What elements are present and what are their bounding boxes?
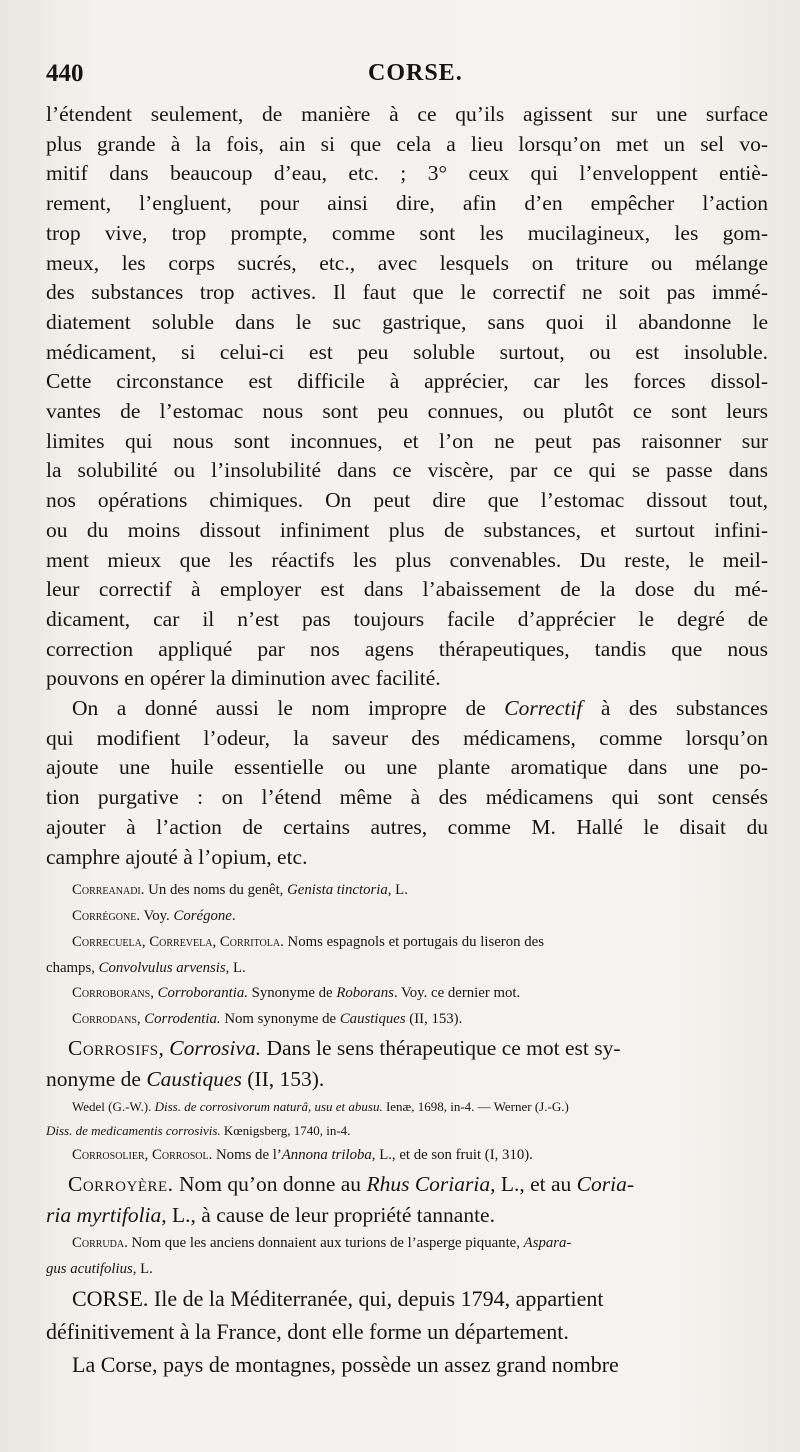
dictionary-entries (46, 878, 768, 1381)
text-line: l’étendent seulement, de manière à ce qu’ils agissent sur une surface (46, 102, 768, 126)
text-line: plus grande à la fois, ain si que cela a lieu lorsqu’on met un sel vo- (46, 131, 768, 156)
corse-headword: CORSE. (72, 1286, 149, 1312)
page-body (46, 100, 768, 1381)
entry-corrosifs: Corrosifs, Corrosiva. Dans le sens thérapeutique ce mot est sy- nonyme de Caustiques (II, 153). Wedel (G.-W.). Diss. de corrosivorum naturâ, usu et abusu. Ienæ, 1698, in-4. — Werner (J.-G.) Diss. de medicamentis corrosivis. Kœnigsberg, 1740, in-4. (46, 1033, 768, 1143)
text-line: nos opérations chimiques. On peut dire que l’estomac dissout tout, (46, 488, 768, 513)
text-line: ajouter à l’action de certains autres, comme M. Hallé le disait du (46, 814, 768, 839)
text-line: diatement soluble dans le suc gastrique, sans quoi il abandonne le (46, 309, 768, 334)
text-line: meux, les corps sucrés, etc., avec lesquels on triture ou mélange (46, 250, 768, 275)
entry-corruda: Corruda. Nom que les anciens donnaient aux turions de l’asperge piquante, Aspara- gus acutifolius, L. (46, 1234, 572, 1277)
text-line: pouvons en opérer la diminution avec facilité. (46, 666, 441, 691)
text-line: limites qui nous sont inconnues, et l’on ne peut pas raisonner sur (46, 428, 768, 453)
entry-corroborans: Corroborans, Corroborantia. Synonyme de Roborans. Voy. ce dernier mot. (72, 985, 521, 1002)
text-line: la solubilité ou l’insolubilité dans ce viscère, par ce qui se passe dans (46, 458, 768, 483)
entry-correanadi: Correanadi. Un des noms du genêt, Genista tinctoria, L. (72, 882, 408, 899)
bibliography-line: Diss. de medicamentis corrosivis. Kœnigsberg, 1740, in-4. (46, 1123, 351, 1139)
entry-correcuela: Correcuela, Correvela, Corritola. Noms espagnols et portugais du liseron des champs, Convolvulus arvensis, L. (46, 933, 544, 976)
text-line: trop vive, trop prompte, comme sont les mucilagineux, les gom- (46, 220, 768, 245)
text-line: ou du moins dissout infiniment plus de substances, et surtout infini- (46, 517, 768, 542)
text-line: leur correctif à employer est dans l’abaissement de la dose du mé- (46, 577, 768, 602)
page-header (46, 60, 740, 100)
text-line: rement, l’engluent, pour ainsi dire, afin d’en empêcher l’action (46, 191, 768, 216)
text-line: vantes de l’estomac nous sont peu connues, ou plutôt ce sont leurs (46, 399, 768, 424)
text-line: correction appliqué par nos agens thérapeutiques, tandis que nous (46, 636, 768, 661)
text-line: qui modifient l’odeur, la saveur des médicamens, comme lorsqu’on (46, 725, 768, 750)
text-line: tion purgative : on l’étend même à des médicamens qui sont censés (46, 785, 768, 810)
text-line: On a donné aussi le nom impropre de Correctif à des substances (72, 696, 768, 721)
text-line: mitif dans beaucoup d’eau, etc. ; 3° ceux qui l’enveloppent entiè- (46, 161, 768, 186)
entry-corse: CORSE. Ile de la Méditerranée, qui, depuis 1794, appartient définitivement à la France, dont elle forme un département. La Corse, pays de montagnes, possède un assez grand nombre (46, 1286, 619, 1378)
entry-corroyere: Corroyère. Nom qu’on donne au Rhus Coriaria, L., et au Coria- ria myrtifolia, L., à cause de leur propriété tannante. (46, 1171, 635, 1227)
text-line: Cette circonstance est difficile à apprécier, car les forces dissol- (46, 369, 768, 394)
paragraph-correctif-continued (46, 100, 768, 694)
paragraph-correctif-odeur (46, 694, 768, 872)
entry-corregone: Corrégone. Voy. Corégone. (72, 908, 236, 925)
text-line: médicament, si celui-ci est peu soluble surtout, ou est insoluble. (46, 339, 768, 364)
bibliography-line: Wedel (G.-W.). Diss. de corrosivorum naturâ, usu et abusu. Ienæ, 1698, in-4. — Werner (J.-G.) (72, 1099, 569, 1115)
text-line: dicament, car il n’est pas toujours facile d’apprécier le degré de (46, 606, 768, 631)
entry-corrodans: Corrodans, Corrodentia. Nom synonyme de Caustiques (II, 153). (72, 1011, 463, 1028)
entry-corrosolier: Corrosolier, Corrosol. Noms de l’Annona triloba, L., et de son fruit (I, 310). (72, 1147, 533, 1164)
text-line: des substances trop actives. Il faut que le correctif ne soit pas immé- (46, 280, 768, 305)
text-line: ment mieux que les réactifs les plus convenables. Du reste, le meil- (46, 547, 768, 572)
text-line: camphre ajouté à l’opium, etc. (46, 844, 308, 869)
text-line: ajoute une huile essentielle ou une plante aromatique dans une po- (46, 755, 768, 780)
running-title: CORSE. (368, 60, 463, 86)
page-number: 440 (46, 60, 84, 87)
